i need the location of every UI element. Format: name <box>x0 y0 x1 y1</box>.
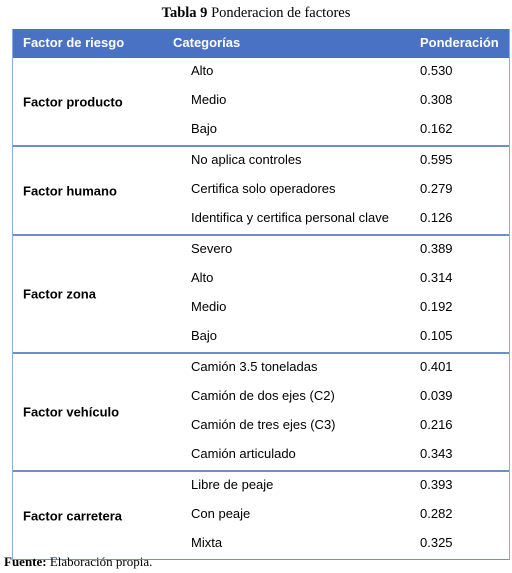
factor-label: Factor producto <box>23 94 123 109</box>
table-row <box>13 176 509 205</box>
category-cell: Medio <box>191 299 227 314</box>
weight-cell: 0.105 <box>420 328 453 343</box>
table-row <box>13 354 509 383</box>
header-factor: Factor de riesgo <box>23 35 125 50</box>
weight-cell: 0.389 <box>420 241 453 256</box>
category-cell: Severo <box>191 241 233 256</box>
category-cell: Camión articulado <box>191 446 296 461</box>
category-cell: Certifica solo operadores <box>191 181 336 196</box>
table-row <box>13 205 509 234</box>
table-row <box>13 116 509 145</box>
weight-cell: 0.308 <box>420 92 453 107</box>
source-label: Fuente: <box>4 554 47 569</box>
caption-label: Tabla 9 <box>161 5 208 21</box>
table-row <box>13 412 509 441</box>
factor-group <box>13 470 509 559</box>
category-cell: Alto <box>191 63 214 78</box>
category-cell: Alto <box>191 270 214 285</box>
weight-cell: 0.343 <box>420 446 453 461</box>
weight-cell: 0.279 <box>420 181 453 196</box>
header-category: Categorías <box>173 35 241 50</box>
table-source <box>4 554 152 570</box>
category-cell: Camión de tres ejes (C3) <box>191 417 336 432</box>
weight-cell: 0.314 <box>420 270 453 285</box>
weight-cell: 0.216 <box>420 417 453 432</box>
table-row <box>13 501 509 530</box>
factor-label: Factor carretera <box>23 508 122 523</box>
weight-cell: 0.282 <box>420 506 453 521</box>
weight-cell: 0.192 <box>420 299 453 314</box>
weight-cell: 0.039 <box>420 388 453 403</box>
category-cell: Medio <box>191 92 227 107</box>
table-header <box>13 29 509 58</box>
category-cell: Identifica y certifica personal clave <box>191 210 389 225</box>
category-cell: Mixta <box>191 535 223 550</box>
weight-cell: 0.595 <box>420 152 453 167</box>
weight-cell: 0.162 <box>420 121 453 136</box>
factor-group <box>13 145 509 234</box>
table-row <box>13 294 509 323</box>
category-cell: No aplica controles <box>191 152 302 167</box>
table-caption <box>0 5 512 22</box>
source-text: Elaboración propia. <box>49 554 153 569</box>
factor-group <box>13 58 509 145</box>
table-row <box>13 58 509 87</box>
table-body <box>13 58 509 559</box>
factor-label: Factor zona <box>23 286 96 302</box>
table-row <box>13 147 509 176</box>
factor-label: Factor vehículo <box>23 404 120 420</box>
table-row <box>13 87 509 116</box>
header-weight: Ponderación <box>420 35 499 50</box>
table-row <box>13 441 509 470</box>
factor-label: Factor humano <box>23 183 117 198</box>
table-row <box>13 236 509 265</box>
weight-cell: 0.530 <box>420 63 453 78</box>
table-row <box>13 323 509 352</box>
weight-cell: 0.126 <box>420 210 453 225</box>
caption-title: Ponderacion de factores <box>211 5 351 21</box>
weights-table <box>12 29 510 560</box>
table-row <box>13 472 509 501</box>
category-cell: Camión de dos ejes (C2) <box>191 388 335 403</box>
category-cell: Bajo <box>191 121 218 136</box>
factor-group <box>13 234 509 352</box>
weight-cell: 0.401 <box>420 359 453 374</box>
weight-cell: 0.393 <box>420 477 453 492</box>
table-row <box>13 383 509 412</box>
category-cell: Camión 3.5 toneladas <box>191 359 318 374</box>
category-cell: Bajo <box>191 328 218 343</box>
weight-cell: 0.325 <box>420 535 453 550</box>
category-cell: Con peaje <box>191 506 251 521</box>
table-row <box>13 265 509 294</box>
factor-group <box>13 352 509 470</box>
category-cell: Libre de peaje <box>191 477 274 492</box>
